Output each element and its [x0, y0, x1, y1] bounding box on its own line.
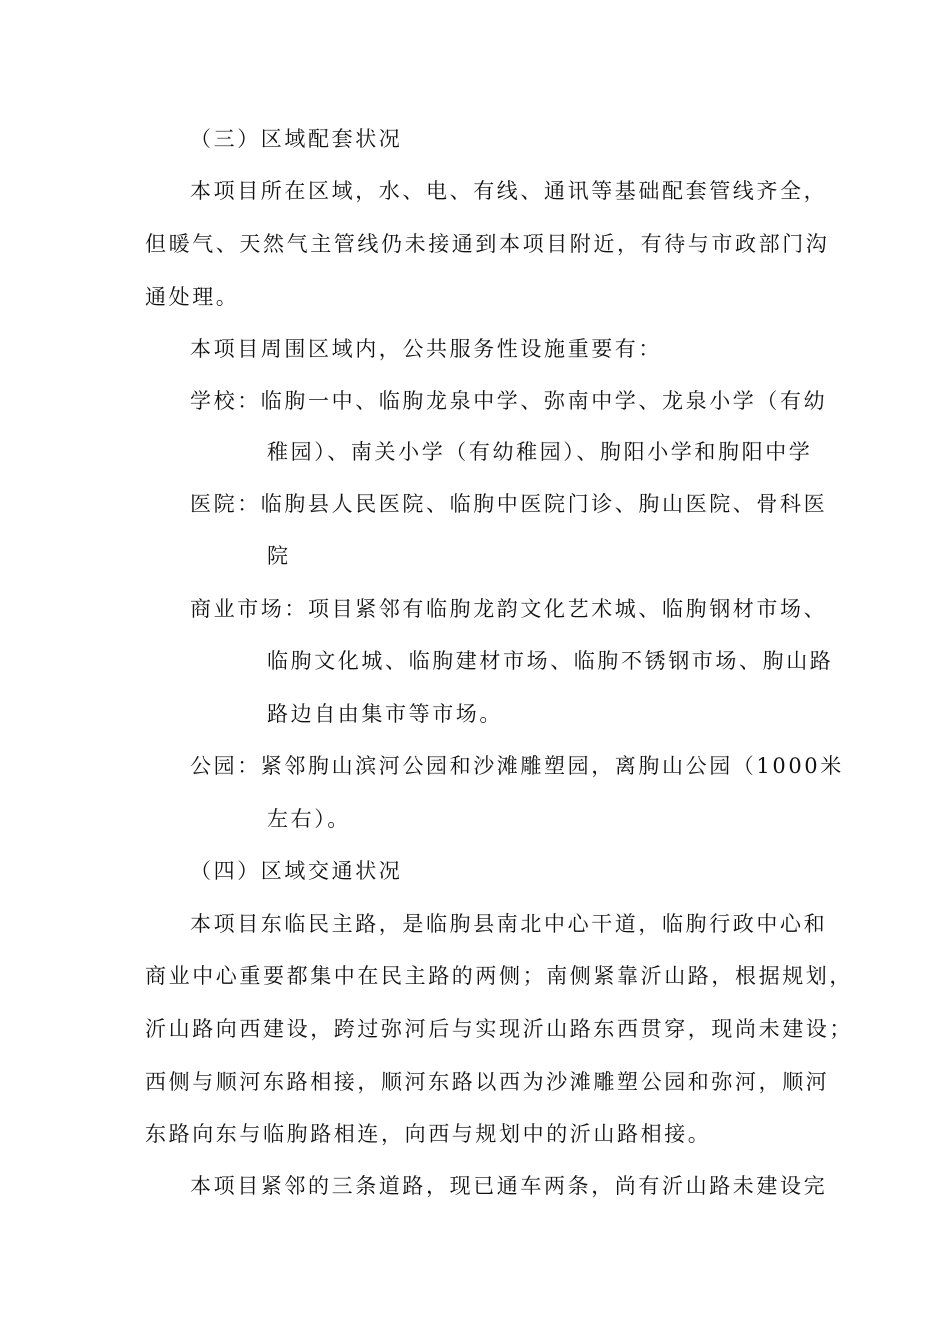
paragraph-line: 但暖气、天然气主管线仍未接通到本项目附近，有待与市政部门沟	[145, 232, 830, 256]
paragraph-line: 本项目紧邻的三条道路，现已通车两条，尚有沂山路未建设完	[190, 1174, 828, 1198]
market-line: 商业市场：项目紧邻有临朐龙韵文化艺术城、临朐钢材市场、	[190, 597, 828, 621]
paragraph-line: 商业中心重要都集中在民主路的两侧；南侧紧靠沂山路，根据规划，	[145, 964, 853, 988]
hospital-line: 医院：临朐县人民医院、临朐中医院门诊、朐山医院、骨科医	[190, 492, 828, 516]
paragraph-line: 本项目周围区域内，公共服务性设施重要有：	[190, 337, 662, 361]
paragraph-line: 沂山路向西建设，跨过弥河后与实现沂山路东西贯穿，现尚未建设；	[145, 1017, 853, 1041]
section-3-heading: （三）区域配套状况	[190, 127, 403, 151]
paragraph-line: 东路向东与临朐路相连，向西与规划中的沂山路相接。	[145, 1122, 712, 1146]
market-line: 临朐文化城、临朐建材市场、临朐不锈钢市场、朐山路	[267, 649, 834, 673]
paragraph-line: 本项目所在区域，水、电、有线、通讯等基础配套管线齐全，	[190, 179, 828, 203]
school-line: 稚园）、南关小学（有幼稚园）、朐阳小学和朐阳中学	[267, 440, 813, 464]
paragraph-line: 本项目东临民主路，是临朐县南北中心干道，临朐行政中心和	[190, 912, 828, 936]
school-line: 学校：临朐一中、临朐龙泉中学、弥南中学、龙泉小学（有幼	[190, 389, 828, 413]
section-4-heading: （四）区域交通状况	[190, 859, 403, 883]
paragraph-line: 西侧与顺河东路相接，顺河东路以西为沙滩雕塑公园和弥河，顺河	[145, 1070, 830, 1094]
hospital-line: 院	[267, 544, 291, 568]
park-line: 公园：紧邻朐山滨河公园和沙滩雕塑园，离朐山公园（1000米	[190, 754, 844, 778]
paragraph-line: 通处理。	[145, 285, 240, 309]
park-line: 左右）。	[267, 807, 351, 831]
market-line: 路边自由集市等市场。	[267, 702, 503, 726]
